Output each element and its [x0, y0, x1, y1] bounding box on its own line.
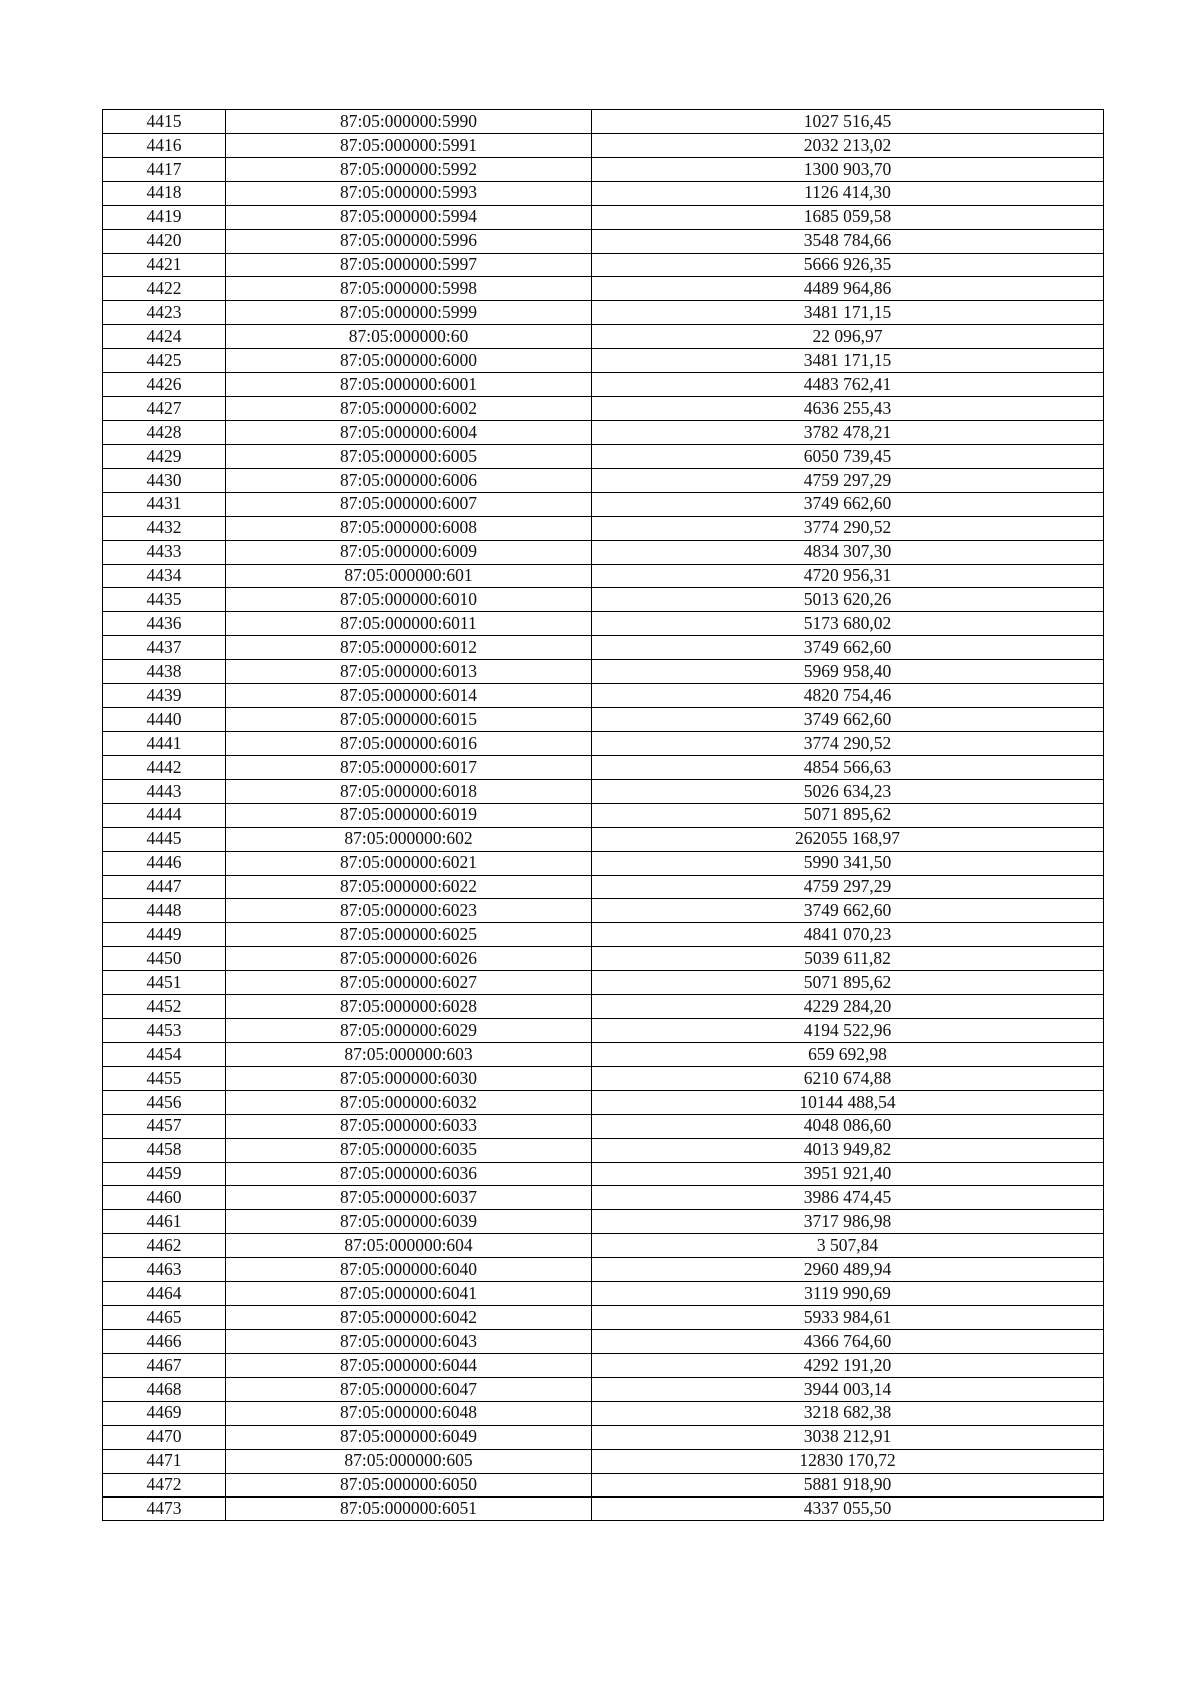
cadastral-value-cell: 2960 489,94	[592, 1258, 1104, 1282]
cadastral-number-cell: 87:05:000000:6049	[226, 1425, 592, 1449]
cadastral-number-cell: 87:05:000000:605	[226, 1449, 592, 1473]
cadastral-value-cell: 5969 958,40	[592, 660, 1104, 684]
cadastral-value-cell: 3749 662,60	[592, 492, 1104, 516]
cadastral-number-cell: 87:05:000000:5999	[226, 301, 592, 325]
cadastral-number-cell: 87:05:000000:6019	[226, 803, 592, 827]
table-row	[103, 923, 1104, 947]
table-row	[103, 1019, 1104, 1043]
cadastral-value-cell: 4841 070,23	[592, 923, 1104, 947]
cadastral-value-cell: 4759 297,29	[592, 875, 1104, 899]
cadastral-number-cell: 87:05:000000:6013	[226, 660, 592, 684]
row-number-cell: 4437	[103, 636, 226, 660]
cadastral-number-cell: 87:05:000000:6043	[226, 1330, 592, 1354]
table-row	[103, 755, 1104, 779]
row-number-cell: 4442	[103, 755, 226, 779]
row-number-cell: 4457	[103, 1114, 226, 1138]
row-number-cell: 4438	[103, 660, 226, 684]
row-number-cell: 4452	[103, 995, 226, 1019]
row-number-cell: 4469	[103, 1401, 226, 1425]
cadastral-value-cell: 1685 059,58	[592, 205, 1104, 229]
row-number-cell: 4429	[103, 444, 226, 468]
table-row	[103, 588, 1104, 612]
table-row	[103, 1330, 1104, 1354]
row-number-cell: 4433	[103, 540, 226, 564]
cadastral-number-cell: 87:05:000000:6004	[226, 420, 592, 444]
table-row	[103, 1282, 1104, 1306]
table-row	[103, 468, 1104, 492]
cadastral-number-cell: 87:05:000000:6016	[226, 731, 592, 755]
cadastral-number-cell: 87:05:000000:603	[226, 1042, 592, 1066]
cadastral-value-cell: 4759 297,29	[592, 468, 1104, 492]
cadastral-value-cell: 3 507,84	[592, 1234, 1104, 1258]
cadastral-number-cell: 87:05:000000:6029	[226, 1019, 592, 1043]
table-row	[103, 516, 1104, 540]
table-row	[103, 229, 1104, 253]
cadastral-number-cell: 87:05:000000:6032	[226, 1090, 592, 1114]
cadastral-value-cell: 4636 255,43	[592, 397, 1104, 421]
row-number-cell: 4450	[103, 947, 226, 971]
table-row	[103, 1042, 1104, 1066]
row-number-cell: 4445	[103, 827, 226, 851]
cadastral-value-cell: 5013 620,26	[592, 588, 1104, 612]
cadastral-value-cell: 5071 895,62	[592, 971, 1104, 995]
cadastral-value-cell: 12830 170,72	[592, 1449, 1104, 1473]
cadastral-number-cell: 87:05:000000:6028	[226, 995, 592, 1019]
row-number-cell: 4427	[103, 397, 226, 421]
row-number-cell: 4453	[103, 1019, 226, 1043]
table-row	[103, 325, 1104, 349]
row-number-cell: 4449	[103, 923, 226, 947]
cadastral-number-cell: 87:05:000000:6009	[226, 540, 592, 564]
table-row	[103, 1473, 1104, 1497]
table-row	[103, 731, 1104, 755]
cadastral-number-cell: 87:05:000000:6001	[226, 373, 592, 397]
cadastral-value-cell: 4834 307,30	[592, 540, 1104, 564]
table-row	[103, 1306, 1104, 1330]
row-number-cell: 4441	[103, 731, 226, 755]
row-number-cell: 4446	[103, 851, 226, 875]
table-row	[103, 803, 1104, 827]
table-row	[103, 1377, 1104, 1401]
cadastral-number-cell: 87:05:000000:6026	[226, 947, 592, 971]
table-row	[103, 1353, 1104, 1377]
table-row	[103, 277, 1104, 301]
cadastral-number-cell: 87:05:000000:6006	[226, 468, 592, 492]
cadastral-value-cell: 3986 474,45	[592, 1186, 1104, 1210]
table-row	[103, 110, 1104, 134]
table-row	[103, 301, 1104, 325]
table-row	[103, 420, 1104, 444]
table-row	[103, 1162, 1104, 1186]
cadastral-value-cell: 6050 739,45	[592, 444, 1104, 468]
row-number-cell: 4456	[103, 1090, 226, 1114]
row-number-cell: 4430	[103, 468, 226, 492]
cadastral-value-cell: 3038 212,91	[592, 1425, 1104, 1449]
cadastral-number-cell: 87:05:000000:5998	[226, 277, 592, 301]
row-number-cell: 4434	[103, 564, 226, 588]
cadastral-value-cell: 3481 171,15	[592, 301, 1104, 325]
row-number-cell: 4455	[103, 1066, 226, 1090]
table-row	[103, 779, 1104, 803]
table-row	[103, 708, 1104, 732]
cadastral-value-cell: 1126 414,30	[592, 181, 1104, 205]
cadastral-value-cell: 1027 516,45	[592, 110, 1104, 134]
cadastral-number-cell: 87:05:000000:6048	[226, 1401, 592, 1425]
cadastral-value-cell: 5990 341,50	[592, 851, 1104, 875]
row-number-cell: 4462	[103, 1234, 226, 1258]
table-row	[103, 444, 1104, 468]
table-row	[103, 660, 1104, 684]
row-number-cell: 4436	[103, 612, 226, 636]
table-row	[103, 636, 1104, 660]
table-row	[103, 1234, 1104, 1258]
table-row	[103, 397, 1104, 421]
table-row	[103, 1497, 1104, 1521]
cadastral-value-cell: 4854 566,63	[592, 755, 1104, 779]
cadastral-number-cell: 87:05:000000:602	[226, 827, 592, 851]
cadastral-number-cell: 87:05:000000:6018	[226, 779, 592, 803]
cadastral-value-cell: 3548 784,66	[592, 229, 1104, 253]
table-row	[103, 899, 1104, 923]
cadastral-number-cell: 87:05:000000:6040	[226, 1258, 592, 1282]
cadastral-number-cell: 87:05:000000:6051	[226, 1497, 592, 1521]
row-number-cell: 4415	[103, 110, 226, 134]
table-row	[103, 995, 1104, 1019]
cadastral-value-cell: 5881 918,90	[592, 1473, 1104, 1497]
cadastral-value-cell: 4229 284,20	[592, 995, 1104, 1019]
table-row	[103, 253, 1104, 277]
row-number-cell: 4443	[103, 779, 226, 803]
cadastral-number-cell: 87:05:000000:6017	[226, 755, 592, 779]
cadastral-value-cell: 2032 213,02	[592, 133, 1104, 157]
row-number-cell: 4423	[103, 301, 226, 325]
cadastral-value-cell: 10144 488,54	[592, 1090, 1104, 1114]
cadastral-number-cell: 87:05:000000:6005	[226, 444, 592, 468]
cadastral-number-cell: 87:05:000000:5990	[226, 110, 592, 134]
cadastral-number-cell: 87:05:000000:6012	[226, 636, 592, 660]
cadastral-number-cell: 87:05:000000:6002	[226, 397, 592, 421]
cadastral-value-cell: 3481 171,15	[592, 349, 1104, 373]
cadastral-number-cell: 87:05:000000:6027	[226, 971, 592, 995]
cadastral-value-cell: 4292 191,20	[592, 1353, 1104, 1377]
row-number-cell: 4420	[103, 229, 226, 253]
row-number-cell: 4431	[103, 492, 226, 516]
cadastral-value-cell: 6210 674,88	[592, 1066, 1104, 1090]
cadastral-number-cell: 87:05:000000:5996	[226, 229, 592, 253]
table-row	[103, 947, 1104, 971]
row-number-cell: 4447	[103, 875, 226, 899]
table-row	[103, 1090, 1104, 1114]
row-number-cell: 4470	[103, 1425, 226, 1449]
table-row	[103, 540, 1104, 564]
cadastral-value-cell: 3944 003,14	[592, 1377, 1104, 1401]
row-number-cell: 4461	[103, 1210, 226, 1234]
row-number-cell: 4458	[103, 1138, 226, 1162]
table-row	[103, 1114, 1104, 1138]
cadastral-number-cell: 87:05:000000:6030	[226, 1066, 592, 1090]
row-number-cell: 4417	[103, 157, 226, 181]
row-number-cell: 4419	[103, 205, 226, 229]
row-number-cell: 4428	[103, 420, 226, 444]
cadastral-number-cell: 87:05:000000:601	[226, 564, 592, 588]
table-row	[103, 1258, 1104, 1282]
table-row	[103, 157, 1104, 181]
cadastral-value-cell: 22 096,97	[592, 325, 1104, 349]
table-row	[103, 1401, 1104, 1425]
cadastral-value-cell: 4820 754,46	[592, 684, 1104, 708]
cadastral-number-cell: 87:05:000000:6000	[226, 349, 592, 373]
cadastral-value-cell: 3749 662,60	[592, 899, 1104, 923]
cadastral-value-cell: 3782 478,21	[592, 420, 1104, 444]
table-row	[103, 564, 1104, 588]
row-number-cell: 4444	[103, 803, 226, 827]
cadastral-number-cell: 87:05:000000:6022	[226, 875, 592, 899]
row-number-cell: 4459	[103, 1162, 226, 1186]
cadastral-value-cell: 4720 956,31	[592, 564, 1104, 588]
table-row	[103, 612, 1104, 636]
row-number-cell: 4464	[103, 1282, 226, 1306]
cadastral-number-cell: 87:05:000000:6047	[226, 1377, 592, 1401]
cadastral-value-cell: 3218 682,38	[592, 1401, 1104, 1425]
row-number-cell: 4468	[103, 1377, 226, 1401]
table-row	[103, 1449, 1104, 1473]
cadastral-value-cell: 4194 522,96	[592, 1019, 1104, 1043]
cadastral-value-cell: 3119 990,69	[592, 1282, 1104, 1306]
cadastral-value-cell: 5933 984,61	[592, 1306, 1104, 1330]
row-number-cell: 4439	[103, 684, 226, 708]
cadastral-value-cell: 3774 290,52	[592, 516, 1104, 540]
cadastral-number-cell: 87:05:000000:6041	[226, 1282, 592, 1306]
row-number-cell: 4451	[103, 971, 226, 995]
row-number-cell: 4471	[103, 1449, 226, 1473]
table-row	[103, 1425, 1104, 1449]
cadastral-value-table	[102, 109, 1104, 1521]
cadastral-number-cell: 87:05:000000:6015	[226, 708, 592, 732]
row-number-cell: 4435	[103, 588, 226, 612]
cadastral-number-cell: 87:05:000000:6010	[226, 588, 592, 612]
cadastral-value-cell: 3951 921,40	[592, 1162, 1104, 1186]
cadastral-value-cell: 659 692,98	[592, 1042, 1104, 1066]
table-row	[103, 492, 1104, 516]
row-number-cell: 4422	[103, 277, 226, 301]
row-number-cell: 4421	[103, 253, 226, 277]
cadastral-number-cell: 87:05:000000:6025	[226, 923, 592, 947]
cadastral-number-cell: 87:05:000000:5997	[226, 253, 592, 277]
table-row	[103, 1210, 1104, 1234]
cadastral-value-cell: 4366 764,60	[592, 1330, 1104, 1354]
cadastral-value-cell: 4013 949,82	[592, 1138, 1104, 1162]
cadastral-number-cell: 87:05:000000:6007	[226, 492, 592, 516]
cadastral-number-cell: 87:05:000000:6011	[226, 612, 592, 636]
cadastral-number-cell: 87:05:000000:6037	[226, 1186, 592, 1210]
cadastral-value-cell: 5666 926,35	[592, 253, 1104, 277]
cadastral-number-cell: 87:05:000000:5994	[226, 205, 592, 229]
cadastral-value-cell: 4048 086,60	[592, 1114, 1104, 1138]
cadastral-value-cell: 4483 762,41	[592, 373, 1104, 397]
cadastral-number-cell: 87:05:000000:5993	[226, 181, 592, 205]
table-row	[103, 1138, 1104, 1162]
row-number-cell: 4440	[103, 708, 226, 732]
cadastral-value-cell: 3774 290,52	[592, 731, 1104, 755]
table-row	[103, 349, 1104, 373]
row-number-cell: 4418	[103, 181, 226, 205]
table-body	[103, 110, 1104, 1521]
row-number-cell: 4467	[103, 1353, 226, 1377]
cadastral-number-cell: 87:05:000000:6008	[226, 516, 592, 540]
row-number-cell: 4425	[103, 349, 226, 373]
cadastral-value-cell: 5071 895,62	[592, 803, 1104, 827]
cadastral-number-cell: 87:05:000000:6042	[226, 1306, 592, 1330]
cadastral-number-cell: 87:05:000000:604	[226, 1234, 592, 1258]
table-row	[103, 971, 1104, 995]
row-number-cell: 4448	[103, 899, 226, 923]
table-row	[103, 1066, 1104, 1090]
cadastral-number-cell: 87:05:000000:6044	[226, 1353, 592, 1377]
cadastral-number-cell: 87:05:000000:6023	[226, 899, 592, 923]
row-number-cell: 4426	[103, 373, 226, 397]
row-number-cell: 4432	[103, 516, 226, 540]
row-number-cell: 4424	[103, 325, 226, 349]
cadastral-value-cell: 4489 964,86	[592, 277, 1104, 301]
row-number-cell: 4472	[103, 1473, 226, 1497]
row-number-cell: 4454	[103, 1042, 226, 1066]
table-row	[103, 181, 1104, 205]
table-row	[103, 373, 1104, 397]
cadastral-number-cell: 87:05:000000:60	[226, 325, 592, 349]
row-number-cell: 4416	[103, 133, 226, 157]
table-row	[103, 827, 1104, 851]
cadastral-value-cell: 5039 611,82	[592, 947, 1104, 971]
table-row	[103, 875, 1104, 899]
row-number-cell: 4473	[103, 1497, 226, 1521]
row-number-cell: 4465	[103, 1306, 226, 1330]
cadastral-value-cell: 3717 986,98	[592, 1210, 1104, 1234]
table-row	[103, 684, 1104, 708]
cadastral-number-cell: 87:05:000000:6014	[226, 684, 592, 708]
cadastral-number-cell: 87:05:000000:6036	[226, 1162, 592, 1186]
row-number-cell: 4460	[103, 1186, 226, 1210]
cadastral-value-cell: 5173 680,02	[592, 612, 1104, 636]
cadastral-value-cell: 3749 662,60	[592, 636, 1104, 660]
cadastral-number-cell: 87:05:000000:5992	[226, 157, 592, 181]
cadastral-number-cell: 87:05:000000:6033	[226, 1114, 592, 1138]
table-row	[103, 1186, 1104, 1210]
cadastral-number-cell: 87:05:000000:6035	[226, 1138, 592, 1162]
cadastral-number-cell: 87:05:000000:6021	[226, 851, 592, 875]
cadastral-value-cell: 4337 055,50	[592, 1497, 1104, 1521]
cadastral-number-cell: 87:05:000000:5991	[226, 133, 592, 157]
cadastral-number-cell: 87:05:000000:6039	[226, 1210, 592, 1234]
cadastral-number-cell: 87:05:000000:6050	[226, 1473, 592, 1497]
cadastral-value-cell: 3749 662,60	[592, 708, 1104, 732]
table-row	[103, 205, 1104, 229]
row-number-cell: 4466	[103, 1330, 226, 1354]
table-row	[103, 851, 1104, 875]
table-row	[103, 133, 1104, 157]
cadastral-value-cell: 262055 168,97	[592, 827, 1104, 851]
row-number-cell: 4463	[103, 1258, 226, 1282]
cadastral-value-cell: 1300 903,70	[592, 157, 1104, 181]
cadastral-value-cell: 5026 634,23	[592, 779, 1104, 803]
